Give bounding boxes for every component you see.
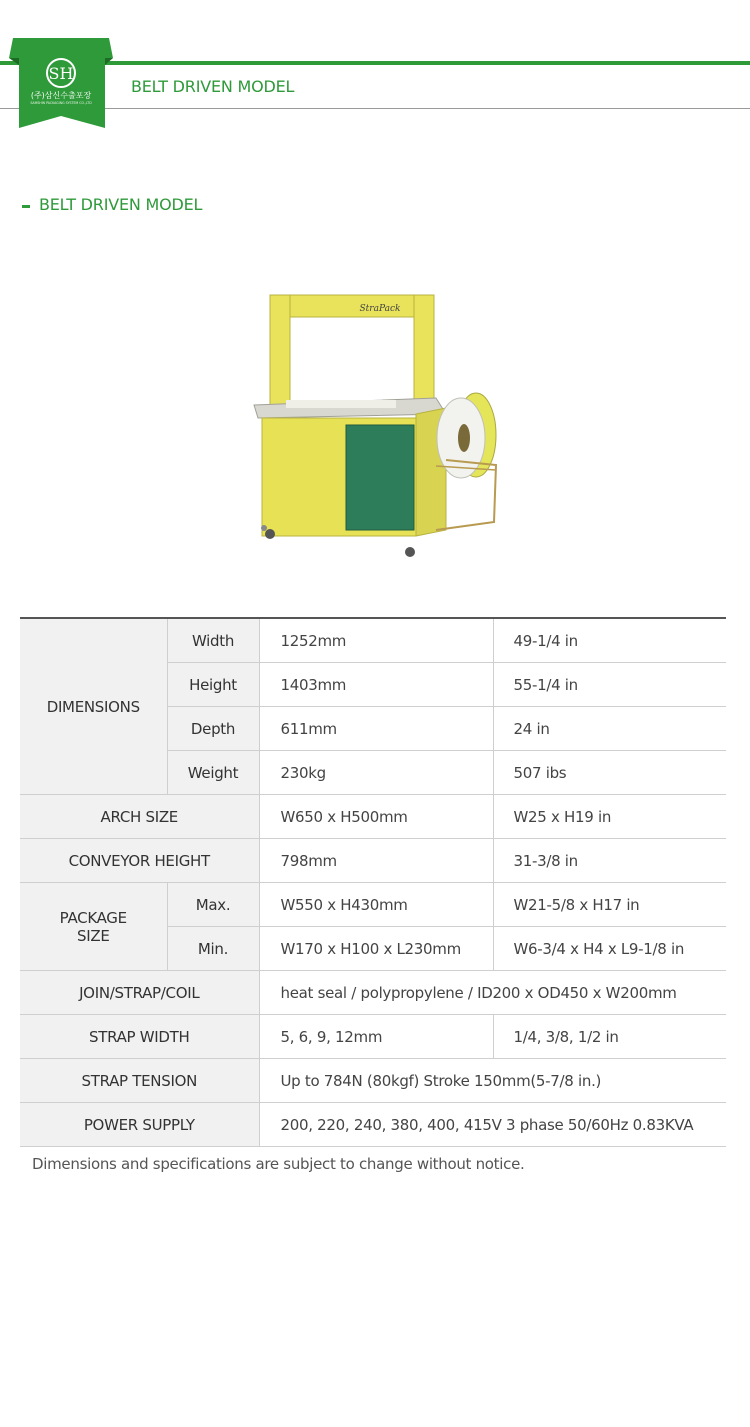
height-label: Height [167, 663, 259, 707]
width-label: Width [167, 618, 259, 663]
width-metric: 1252mm [259, 618, 493, 663]
table-row [20, 883, 726, 927]
package-max-metric: W550 x H430mm [259, 883, 493, 927]
dimensions-label: DIMENSIONS [20, 618, 167, 795]
join-strap-coil-value: heat seal / polypropylene / ID200 x OD450 x W200mm [259, 971, 726, 1015]
package-size-label [20, 883, 167, 971]
strap-tension-label: STRAP TENSION [20, 1059, 259, 1103]
table-row [20, 971, 726, 1015]
power-supply-label: POWER SUPPLY [20, 1103, 259, 1147]
package-min-imperial: W6-3/4 x H4 x L9-1/8 in [493, 927, 726, 971]
conveyor-height-imperial: 31-3/8 in [493, 839, 726, 883]
strap-width-imperial: 1/4, 3/8, 1/2 in [493, 1015, 726, 1059]
table-row [20, 1059, 726, 1103]
table-row [20, 1015, 726, 1059]
conveyor-height-metric: 798mm [259, 839, 493, 883]
package-size-label-line1: PACKAGE [59, 908, 127, 927]
logo-company-name-en: SAMSHIN PACKAGING SYSTEM CO.,LTD [30, 101, 92, 105]
weight-label: Weight [167, 751, 259, 795]
strapping-machine-image [246, 290, 510, 565]
depth-imperial: 24 in [493, 707, 726, 751]
power-supply-value: 200, 220, 240, 380, 400, 415V 3 phase 50/60Hz 0.83KVA [259, 1103, 726, 1147]
logo-monogram: SH [48, 64, 74, 83]
machine-brand-label: StraPack [359, 304, 401, 314]
height-metric: 1403mm [259, 663, 493, 707]
package-min-label: Min. [167, 927, 259, 971]
depth-metric: 611mm [259, 707, 493, 751]
join-strap-coil-label: JOIN/STRAP/COIL [20, 971, 259, 1015]
strap-width-metric: 5, 6, 9, 12mm [259, 1015, 493, 1059]
package-size-label-line2: SIZE [77, 926, 110, 945]
conveyor-height-label: CONVEYOR HEIGHT [20, 839, 259, 883]
section-title-dash [22, 205, 30, 208]
logo-company-name: (주)삼신수출포장 [30, 91, 92, 100]
package-min-metric: W170 x H100 x L230mm [259, 927, 493, 971]
strap-width-label: STRAP WIDTH [20, 1015, 259, 1059]
arch-size-imperial: W25 x H19 in [493, 795, 726, 839]
disclaimer-note: Dimensions and specifications are subject to change without notice. [32, 1155, 525, 1173]
strap-tension-value: Up to 784N (80kgf) Stroke 150mm(5-7/8 in.) [259, 1059, 726, 1103]
table-row [20, 618, 726, 663]
height-imperial: 55-1/4 in [493, 663, 726, 707]
arch-size-label: ARCH SIZE [20, 795, 259, 839]
specification-table [20, 617, 726, 1147]
weight-metric: 230kg [259, 751, 493, 795]
header-title: BELT DRIVEN MODEL [131, 77, 295, 96]
table-row [20, 839, 726, 883]
table-row [20, 1103, 726, 1147]
company-logo[interactable] [9, 38, 113, 128]
depth-label: Depth [167, 707, 259, 751]
package-max-label: Max. [167, 883, 259, 927]
package-max-imperial: W21-5/8 x H17 in [493, 883, 726, 927]
section-title: BELT DRIVEN MODEL [39, 195, 203, 214]
arch-size-metric: W650 x H500mm [259, 795, 493, 839]
width-imperial: 49-1/4 in [493, 618, 726, 663]
table-row [20, 795, 726, 839]
weight-imperial: 507 ibs [493, 751, 726, 795]
